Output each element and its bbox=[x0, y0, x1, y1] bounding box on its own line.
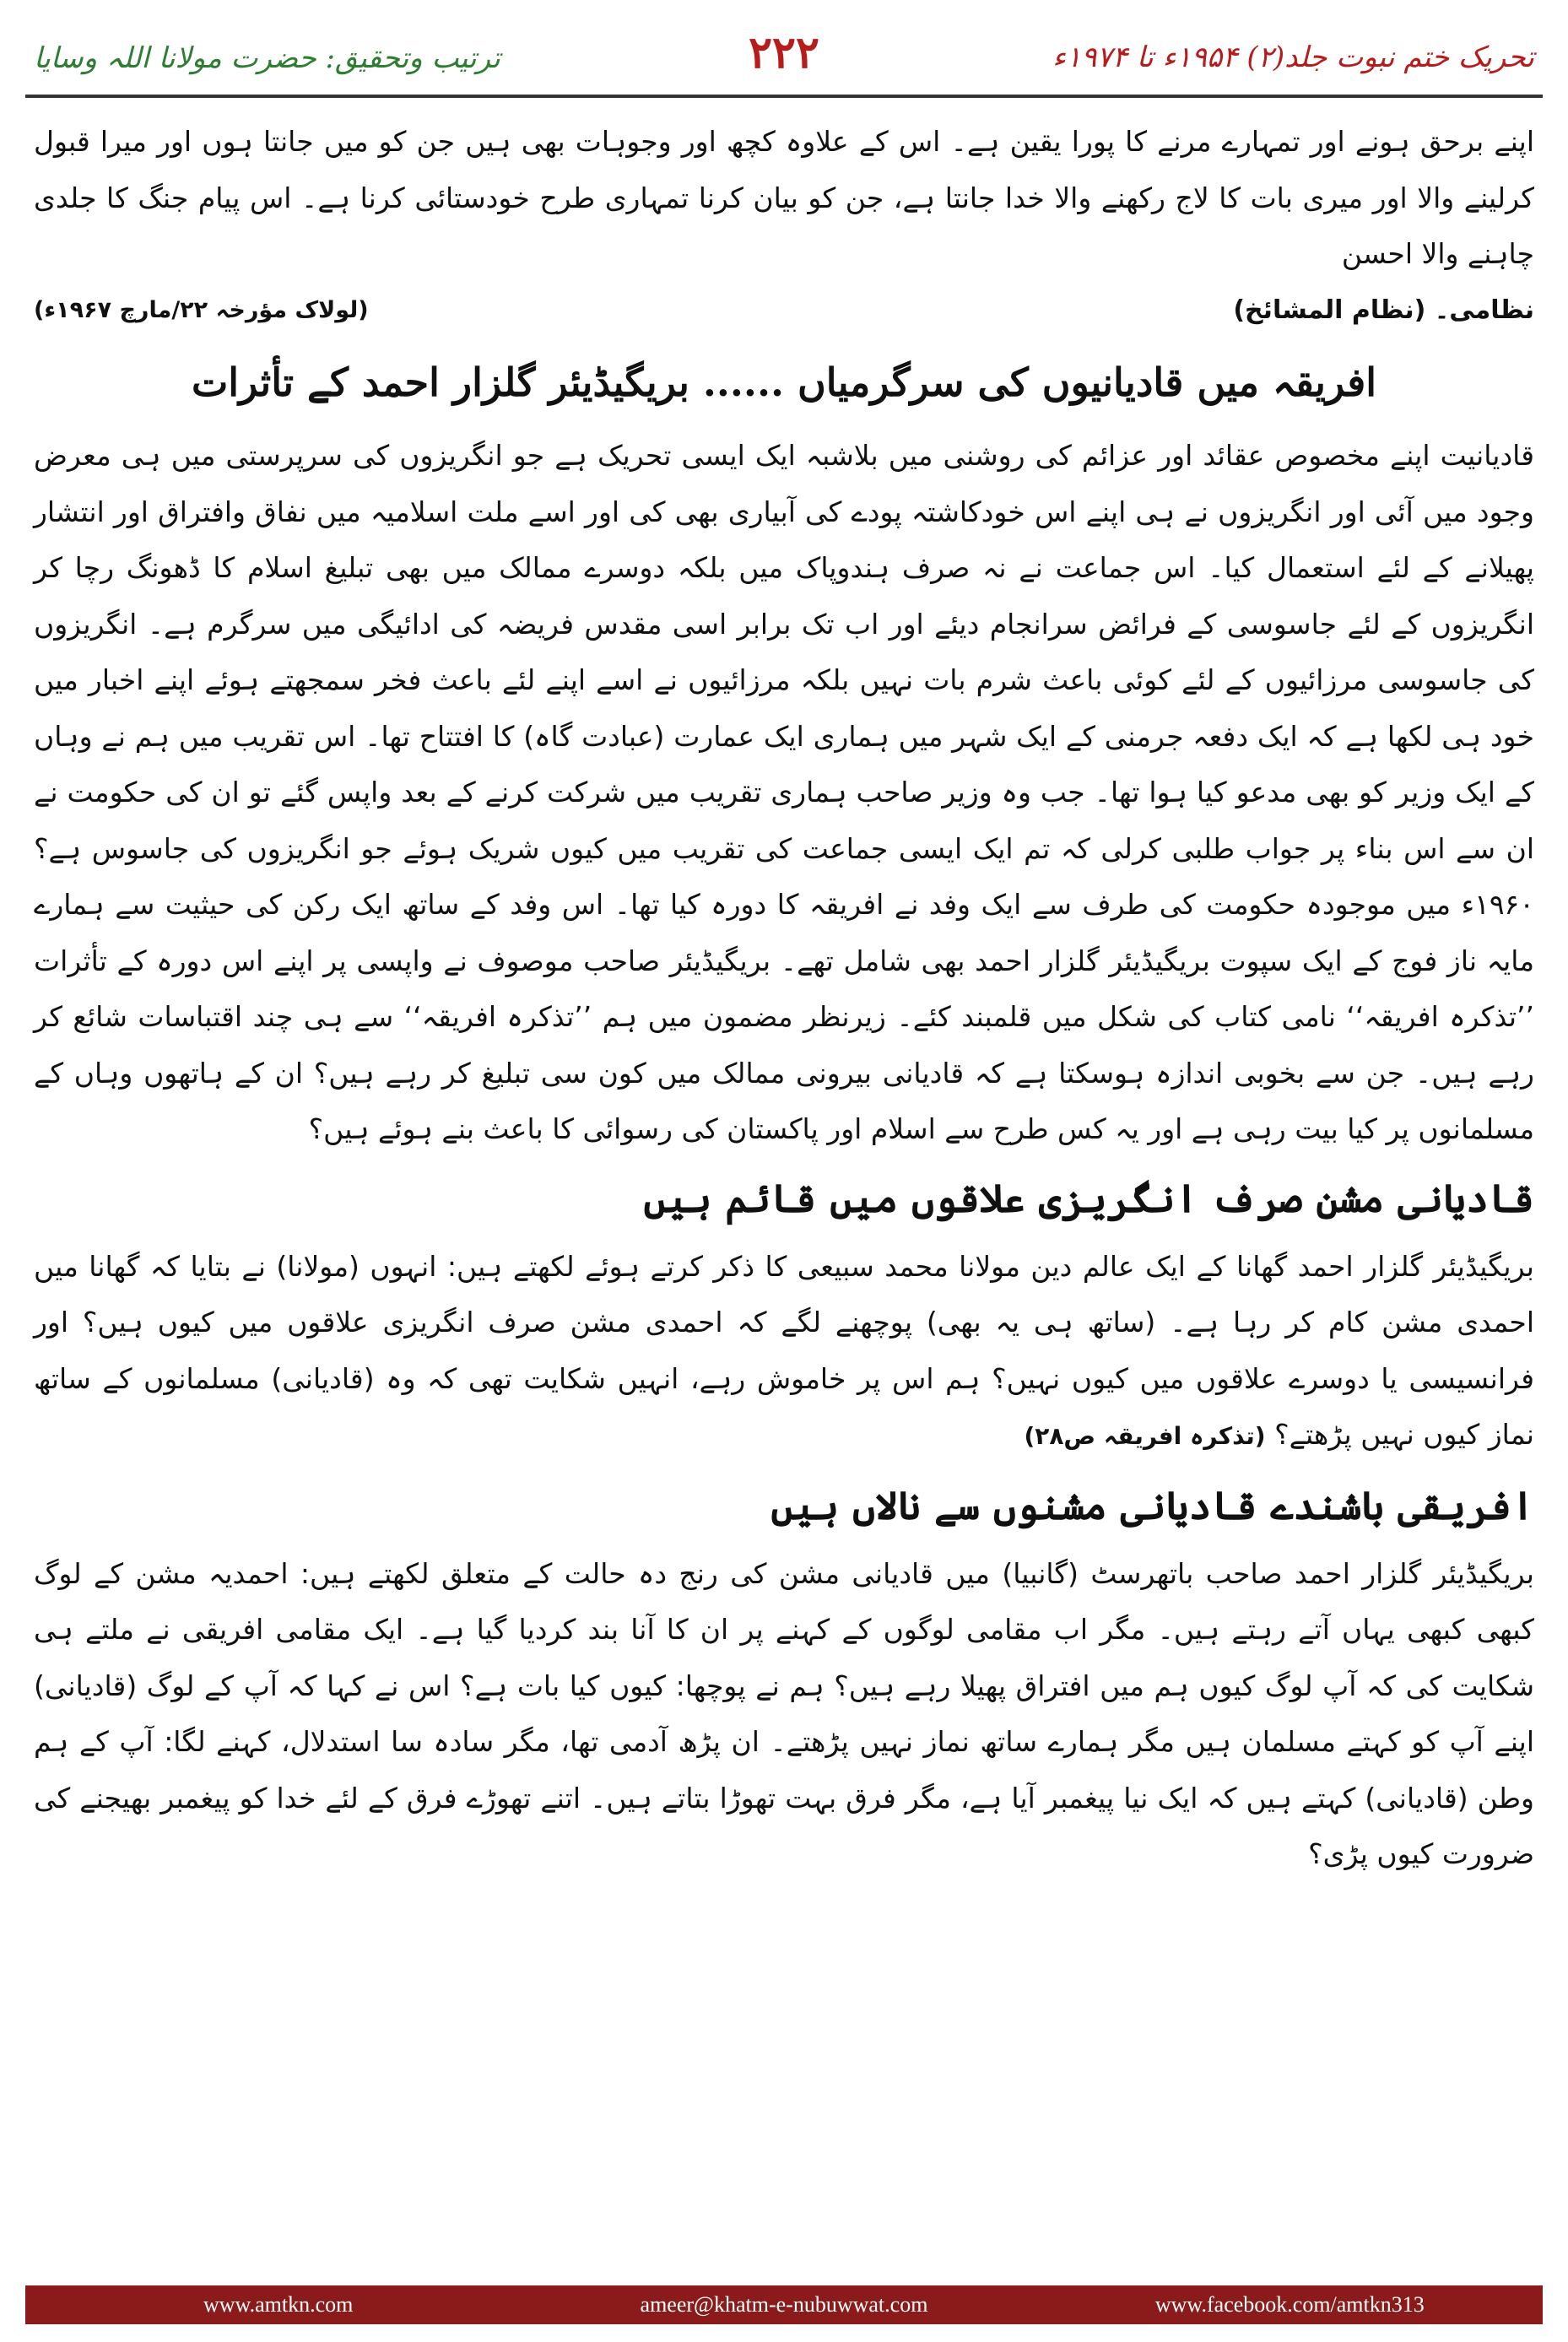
section2-heading: افریقی باشندے قادیانی مشنوں سے نالاں ہیں bbox=[770, 1482, 1534, 1528]
header-divider bbox=[25, 95, 1543, 98]
footer-email-link[interactable]: ameer@khatm-e-nubuwwat.com bbox=[640, 2292, 928, 2317]
footer-facebook-link[interactable]: www.facebook.com/amtkn313 bbox=[1154, 2292, 1425, 2317]
section1-heading: قادیانی مشن صرف انگریزی علاقوں میں قائم ہیں bbox=[643, 1175, 1534, 1221]
section2-paragraph: بریگیڈیئر گلزار احمد صاحب باتھرسٹ (گانبیا) میں قادیانی مشن کی رنج دہ حالت کے متعلق لکھتے ہیں: احمدیہ مشن کے لوگ کبھی کبھی یہاں آتے رہتے ہیں۔ مگر اب مقامی لوگوں کے کہنے پر ان کا آنا بند کردیا گیا ہے۔ ایک مقامی افریقی نے ملتے ہی شکایت کی کہ آپ لوگ کیوں ہم میں افتراق پھیلا رہے ہیں؟ ہم نے پوچھا: کیوں کیا بات ہے؟ اس نے کہا کہ آپ کے لوگ (قادیانی) اپنے آپ کو کہتے مسلمان ہیں مگر ہمارے ساتھ نماز نہیں پڑھتے۔ ان پڑھ آدمی تھا، مگر سادہ سا استدلال، کہنے لگا: آپ کے ہم وطن (قادیانی) کہتے ہیں کہ ایک نیا پیغمبر آیا ہے، مگر فرق بہت تھوڑا بتاتے ہیں۔ اتنے تھوڑے فرق کے لئے خدا کو پیغمبر بھیجنے کی ضرورت کیوں پڑی؟ bbox=[34, 1556, 1534, 1870]
page-header bbox=[25, 25, 1543, 86]
footer-website-link[interactable]: www.amtkn.com bbox=[203, 2292, 354, 2317]
intro-reference-line bbox=[34, 283, 1534, 339]
intro-reference: (لولاک مؤرخہ ۲۲/مارچ ۱۹۶۷ء) bbox=[34, 296, 369, 323]
book-title: تحریک ختم نبوت جلد(۲) ۱۹۵۴ء تا ۱۹۷۴ء bbox=[1052, 41, 1534, 74]
main-paragraph: قادیانیت اپنے مخصوص عقائد اور عزائم کی روشنی میں بلاشبہ ایک ایسی تحریک ہے جو انگریزوں کی سرپرستی میں ہی معرض وجود میں آئی اور انگریزوں نے ہی اپنے اس خودکاشتہ پودے کی آبیاری بھی کی اور اسے ملت اسلامیہ میں نفاق وافتراق اور انتشار پھیلانے کے لئے استعمال کیا۔ اس جماعت نے نہ صرف ہندوپاک میں بلکہ دوسرے ممالک میں بھی تبلیغ اسلام کا ڈھونگ رچا کر انگریزوں کے لئے جاسوسی کے فرائض سرانجام دیئے اور اب تک برابر اسی مقدس فریضہ کی ادائیگی میں سرگرم ہے۔ انگریزوں کی جاسوسی مرزائیوں کے لئے کوئی باعث شرم بات نہیں بلکہ مرزائیوں نے اسے اپنے لئے باعث فخر سمجھتے ہوئے اپنے اخبار میں خود ہی لکھا ہے کہ ایک دفعہ جرمنی کے ایک شہر میں ہماری ایک عمارت (عبادت گاہ) کا افتتاح تھا۔ اس تقریب میں ہم نے وہاں کے ایک وزیر کو بھی مدعو کیا ہوا تھا۔ جب وہ وزیر صاحب ہماری تقریب میں شرکت کرنے کے بعد واپس گئے تو ان کی حکومت نے ان سے اس بناء پر جواب طلبی کرلی کہ تم ایک ایسی جماعت کی تقریب میں کیوں شریک ہوئے جو انگریزوں کی جاسوس ہے؟ ۱۹۶۰ء میں موجودہ حکومت کی طرف سے ایک وفد نے افریقہ کا دورہ کیا تھا۔ اس وفد کے ساتھ ایک رکن کی حیثیت سے ہمارے مایہ ناز فوج کے ایک سپوت بریگیڈیئر گلزار احمد بھی شامل تھے۔ بریگیڈیئر صاحب موصوف نے واپسی پر اپنے اس دورہ کے تأثرات ’’تذکرہ افریقہ‘‘ نامی کتاب کی شکل میں قلمبند کئے۔ زیرنظر مضمون میں ہم ’’تذکرہ افریقہ‘‘ سے ہی چند اقتباسات شائع کر رہے ہیں۔ جن سے بخوبی اندازہ ہوسکتا ہے کہ قادیانی بیرونی ممالک میں کون سی تبلیغ کر رہے ہیں؟ ان کے ہاتھوں وہاں کے مسلمانوں پر کیا بیت رہی ہے اور یہ کس طرح سے اسلام اور پاکستان کی رسوائی کا باعث بنے ہوئے ہیں؟ bbox=[34, 439, 1534, 1145]
footer-bar bbox=[25, 2285, 1543, 2324]
intro-paragraph: اپنے برحق ہونے اور تمہارے مرنے کا پورا یقین ہے۔ اس کے علاوہ کچھ اور وجوہات بھی ہیں جن کو میں جانتا ہوں اور میرا قبول کرلینے والا اور میری بات کا لاج رکھنے والا خدا جانتا ہے، جن کو بیان کرنا تمہاری طرح خودستائی کرنا ہے۔ اس پیام جنگ کا جلدی چاہنے والا احسن bbox=[34, 125, 1534, 270]
compiler-credit: ترتیب وتحقیق: حضرت مولانا اللہ وسایا bbox=[34, 41, 500, 75]
section1-text: بریگیڈیئر گلزار احمد گھانا کے ایک عالم دین مولانا محمد سبیعی کا ذکر کرتے ہوئے لکھتے ہیں: انہوں (مولانا) نے بتایا کہ گھانا میں احمدی مشن کام کر رہا ہے۔ (ساتھ ہی یہ بھی) پوچھنے لگے کہ احمدی مشن صرف انگریزی علاقوں میں کیوں ہیں؟ اور فرانسیسی یا دوسرے علاقوں میں کیوں نہیں؟ ہم اس پر خاموش رہے، انہیں شکایت تھی کہ وہ (قادیانی) مسلمانوں کے ساتھ نماز کیوں نہیں پڑھتے؟ bbox=[34, 1249, 1534, 1451]
page-content bbox=[34, 114, 1534, 1883]
main-heading: افریقہ میں قادیانیوں کی سرگرمیاں ...... بریگیڈیئر گلزار احمد کے تأثرات bbox=[191, 360, 1377, 405]
section1-reference: (تذکرہ افریقہ ص۲۸) bbox=[1024, 1422, 1266, 1450]
intro-closing: نظامی۔ (نظام المشائخ) bbox=[1233, 295, 1534, 325]
page-number: ۲۲۲ bbox=[749, 27, 819, 78]
section1-paragraph bbox=[34, 1239, 1534, 1465]
